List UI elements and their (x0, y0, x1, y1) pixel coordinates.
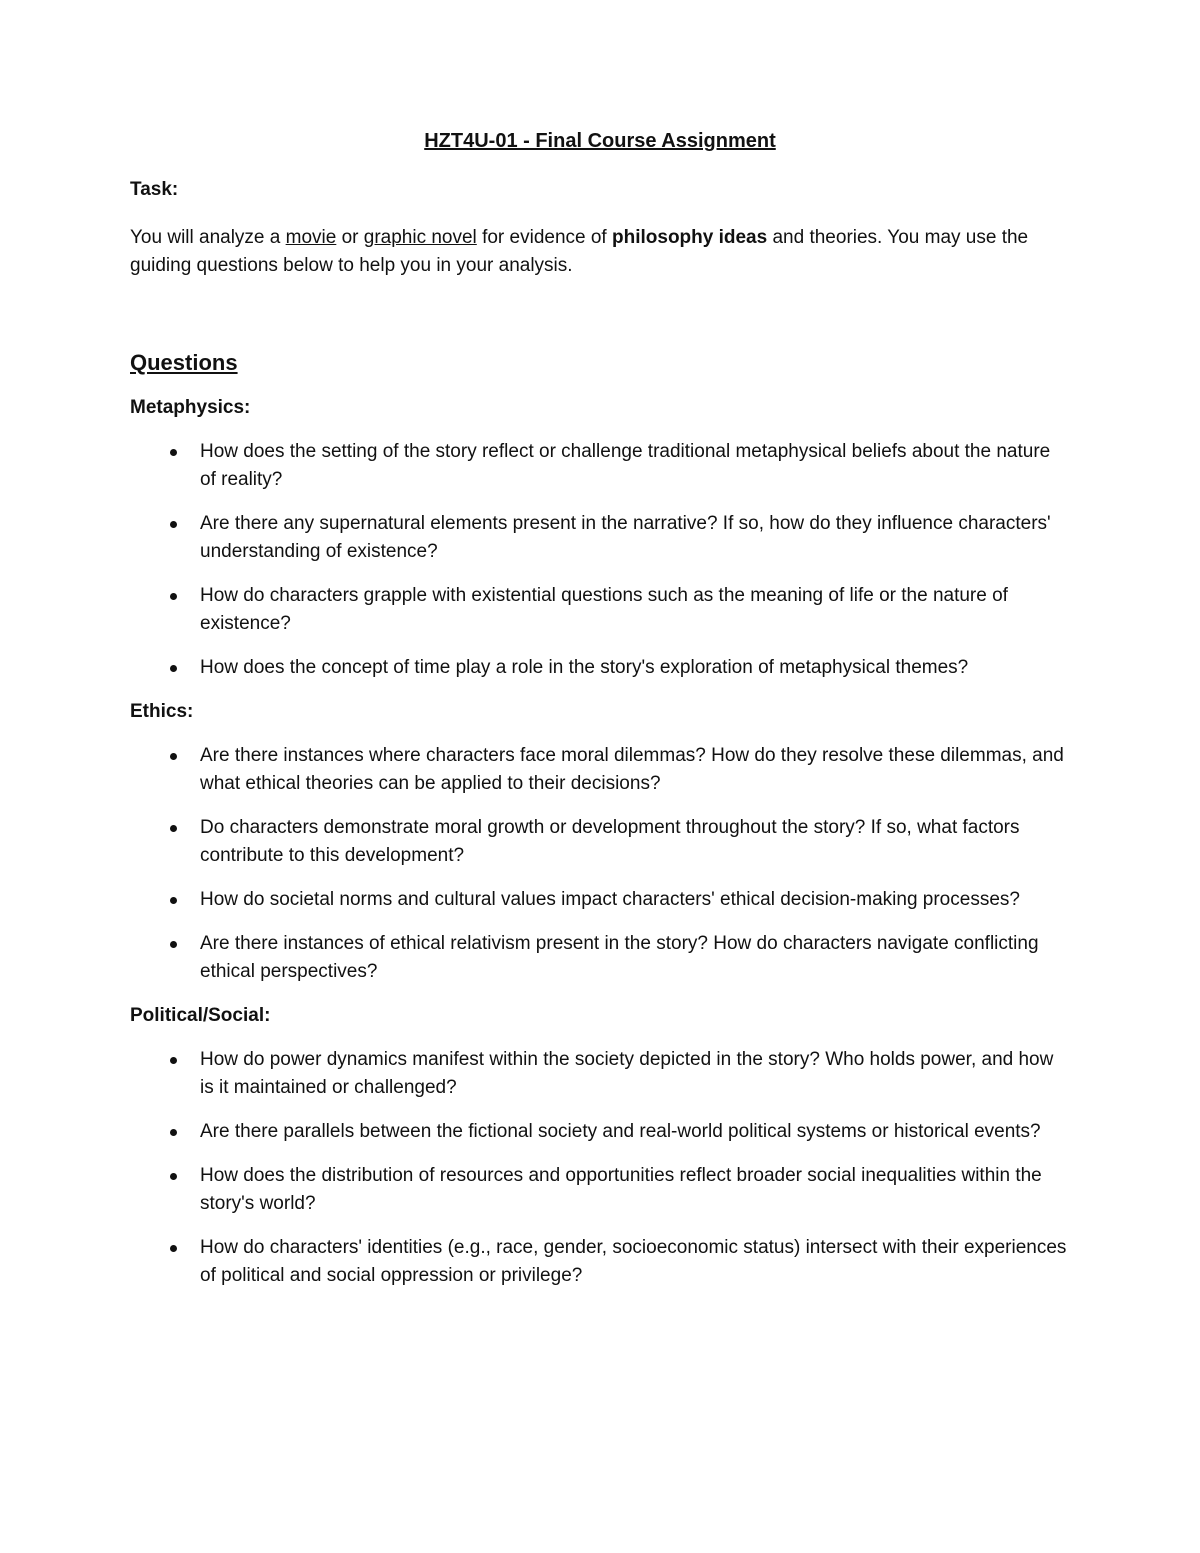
question-list-political-social (130, 1046, 1070, 1290)
bullet-icon (170, 1057, 177, 1064)
document-body (130, 126, 1070, 1306)
bullet-icon (170, 521, 177, 528)
bullet-icon (170, 593, 177, 600)
bullet-icon (170, 753, 177, 760)
task-description (130, 224, 1070, 280)
question-text: Are there instances of ethical relativism present in the story? How do characters navigate conflicting ethical perspectives? (200, 933, 1039, 982)
question-text: Do characters demonstrate moral growth or development throughout the story? If so, what factors contribute to this development? (200, 817, 1020, 866)
question-text: How do power dynamics manifest within the society depicted in the story? Who holds power, and how is it maintained or challenged? (200, 1049, 1054, 1098)
question-item (130, 582, 1070, 638)
bullet-icon (170, 1245, 177, 1252)
task-movie: movie (285, 227, 337, 248)
question-item (130, 1162, 1070, 1218)
question-text: How does the distribution of resources and opportunities reflect broader social inequalities within the story's world? (200, 1165, 1042, 1214)
bullet-icon (170, 665, 177, 672)
bullet-icon (170, 449, 177, 456)
question-text: Are there instances where characters face moral dilemmas? How do they resolve these dilemmas, and what ethical theories can be applied to their decisions? (200, 745, 1064, 794)
document-title: HZT4U-01 - Final Course Assignment (424, 130, 776, 152)
task-graphic-novel: graphic novel (363, 227, 477, 248)
section-label-ethics: Ethics: (130, 701, 194, 722)
question-text: How does the setting of the story reflect or challenge traditional metaphysical beliefs about the nature of reality? (200, 441, 1051, 490)
task-philosophy-ideas: philosophy ideas (612, 227, 768, 248)
question-text: Are there any supernatural elements present in the narrative? If so, how do they influence characters' understanding of existence? (200, 513, 1051, 562)
task-text-part3: and theories. You may use the guiding questions below to help you in your analysis. (130, 227, 1029, 276)
bullet-icon (170, 941, 177, 948)
question-item (130, 654, 1070, 682)
question-text: How do societal norms and cultural values impact characters' ethical decision-making processes? (200, 889, 1020, 910)
question-list-metaphysics (130, 438, 1070, 682)
question-item (130, 930, 1070, 986)
questions-heading: Questions (130, 350, 238, 375)
bullet-icon (170, 1173, 177, 1180)
question-item (130, 1046, 1070, 1102)
bullet-icon (170, 897, 177, 904)
bullet-icon (170, 1129, 177, 1136)
question-item (130, 1118, 1070, 1146)
bullet-icon (170, 825, 177, 832)
question-text: How do characters' identities (e.g., race, gender, socioeconomic status) intersect with their experiences of political and social oppression or privilege? (200, 1237, 1067, 1286)
question-text: How do characters grapple with existential questions such as the meaning of life or the nature of existence? (200, 585, 1008, 634)
question-text: How does the concept of time play a role in the story's exploration of metaphysical themes? (200, 657, 969, 678)
task-text-or: or (336, 227, 364, 248)
question-item (130, 438, 1070, 494)
section-label-metaphysics: Metaphysics: (130, 397, 251, 418)
question-item (130, 742, 1070, 798)
question-item (130, 1234, 1070, 1290)
section-label-political-social: Political/Social: (130, 1005, 271, 1026)
task-text-part2: for evidence of (476, 227, 612, 248)
question-item (130, 814, 1070, 870)
task-text-part1: You will analyze a (130, 227, 286, 248)
question-item (130, 886, 1070, 914)
question-item (130, 510, 1070, 566)
question-list-ethics (130, 742, 1070, 986)
question-text: Are there parallels between the fictional society and real-world political systems or historical events? (200, 1121, 1041, 1142)
task-label: Task: (130, 179, 179, 200)
